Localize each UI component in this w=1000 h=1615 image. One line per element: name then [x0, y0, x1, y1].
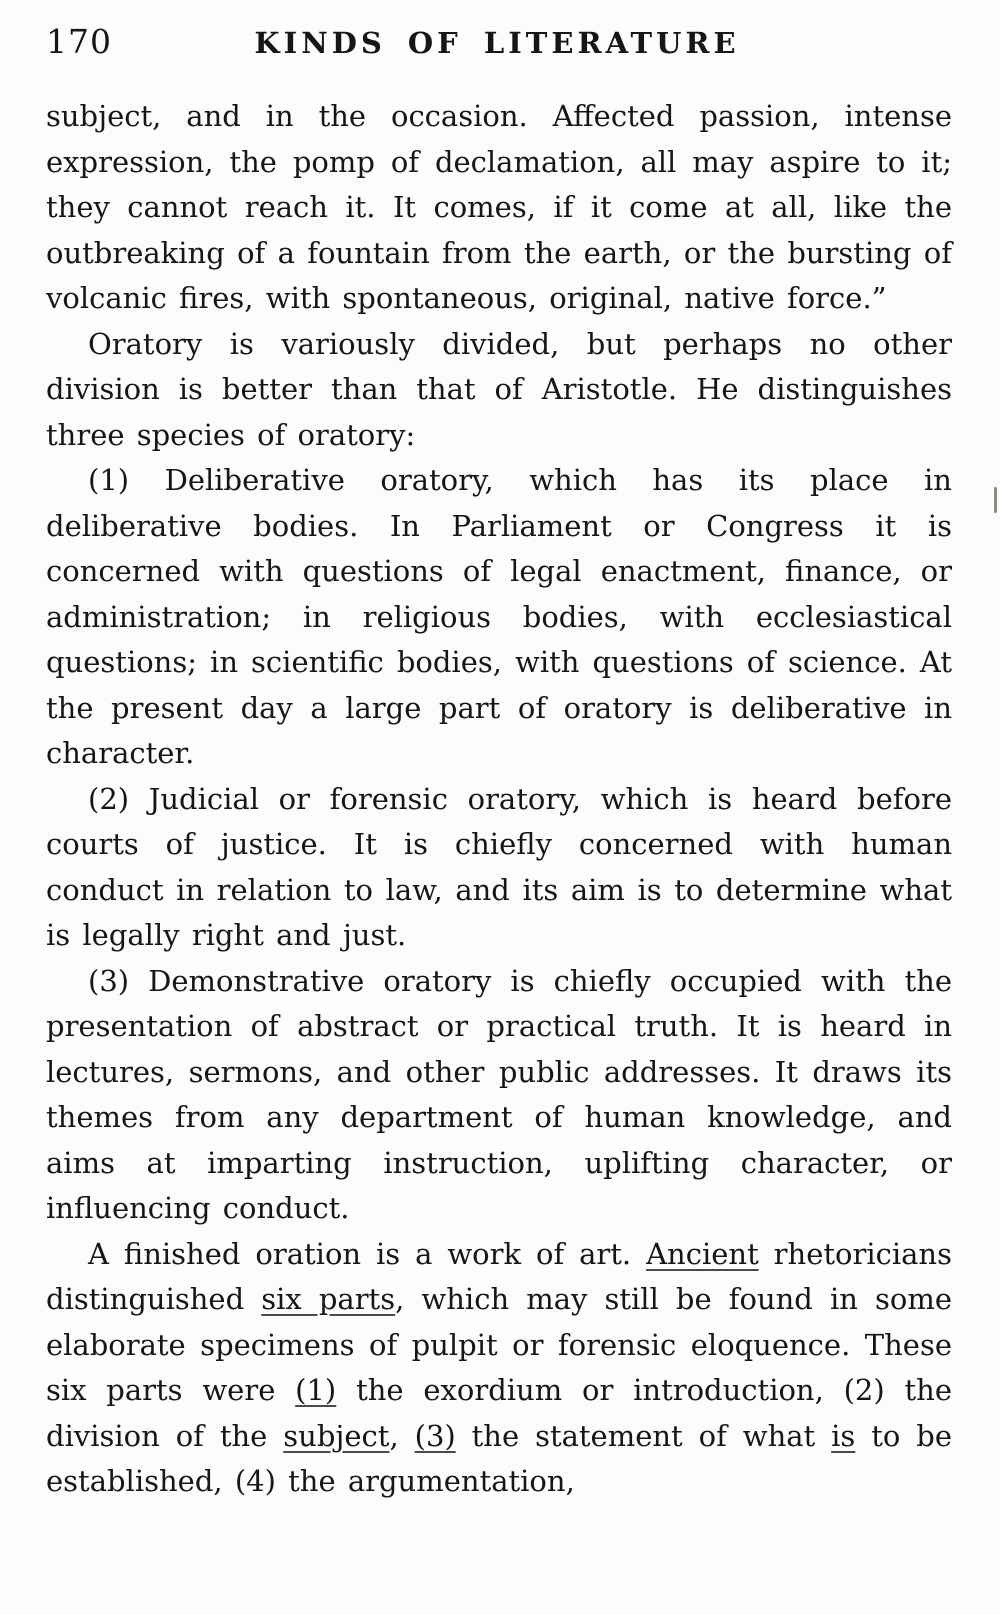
text-segment: the statement of what [455, 1418, 832, 1453]
text-segment: (3) Demonstrative oratory is chiefly occupied with the presentation of abstract or practical truth. It is heard in lectures, sermons, and other public addresses. It draws its themes from any department of human knowledge, and aims at imparting instruction, uplifting character, or influencing conduct. [46, 963, 952, 1225]
paragraph [46, 1232, 952, 1505]
text-segment: A finished oration is a work of art. [88, 1236, 647, 1271]
text-segment: , [389, 1418, 415, 1453]
paragraph [46, 322, 952, 459]
text-segment: Oratory is variously divided, but perhaps no other division is better than that of Aristotle. He distinguishes three species of oratory: [46, 326, 952, 452]
paragraph [46, 777, 952, 959]
running-title: KINDS OF LITERATURE [254, 26, 740, 60]
paragraph [46, 959, 952, 1232]
pencil-underline-mark: (3) [414, 1418, 456, 1453]
pencil-underline-mark: subject [283, 1418, 390, 1453]
pencil-underline-mark: six parts [261, 1282, 396, 1316]
pencil-underline-mark: is [831, 1418, 856, 1453]
text-segment: (2) Judicial or forensic oratory, which is heard before courts of justice. It is chiefly concerned with human conduct in relation to law, and its aim is to determine what is legally right and just. [46, 781, 952, 952]
text-segment: (1) Deliberative oratory, which has its place in deliberative bodies. In Parliament or Congress it is concerned with questions of legal enactment, finance, or administration; in religious bodies, with ecclesiastical questions; in scientific bodies, with questions of science. At the present day a large part of oratory is deliberative in character. [46, 463, 952, 770]
text-segment: rhetoricians distinguished [46, 1236, 952, 1316]
paragraph [46, 458, 952, 777]
text-segment: to be established, (4) the argumentation, [46, 1418, 953, 1498]
scan-stray-mark [994, 487, 997, 513]
pencil-underline-mark: (1) [295, 1373, 337, 1407]
paragraph [46, 94, 952, 322]
text-segment: the exordium or introduction, (2) the division of the [46, 1373, 952, 1453]
page-number: 170 [46, 22, 112, 61]
pencil-underline-mark: Ancient [646, 1236, 759, 1271]
page-body [46, 94, 952, 1505]
page-header [46, 22, 952, 66]
text-segment: subject, and in the occasion. Affected passion, intense expression, the pomp of declamation, all may aspire to it; they cannot reach it. It comes, if it come at all, like the outbreaking of a fountain from the earth, or the bursting of volcanic fires, with spontaneous, original, native force.” [46, 99, 952, 315]
text-segment: , which may still be found in some elaborate specimens of pulpit or forensic eloquence. These six parts were [46, 1282, 953, 1407]
